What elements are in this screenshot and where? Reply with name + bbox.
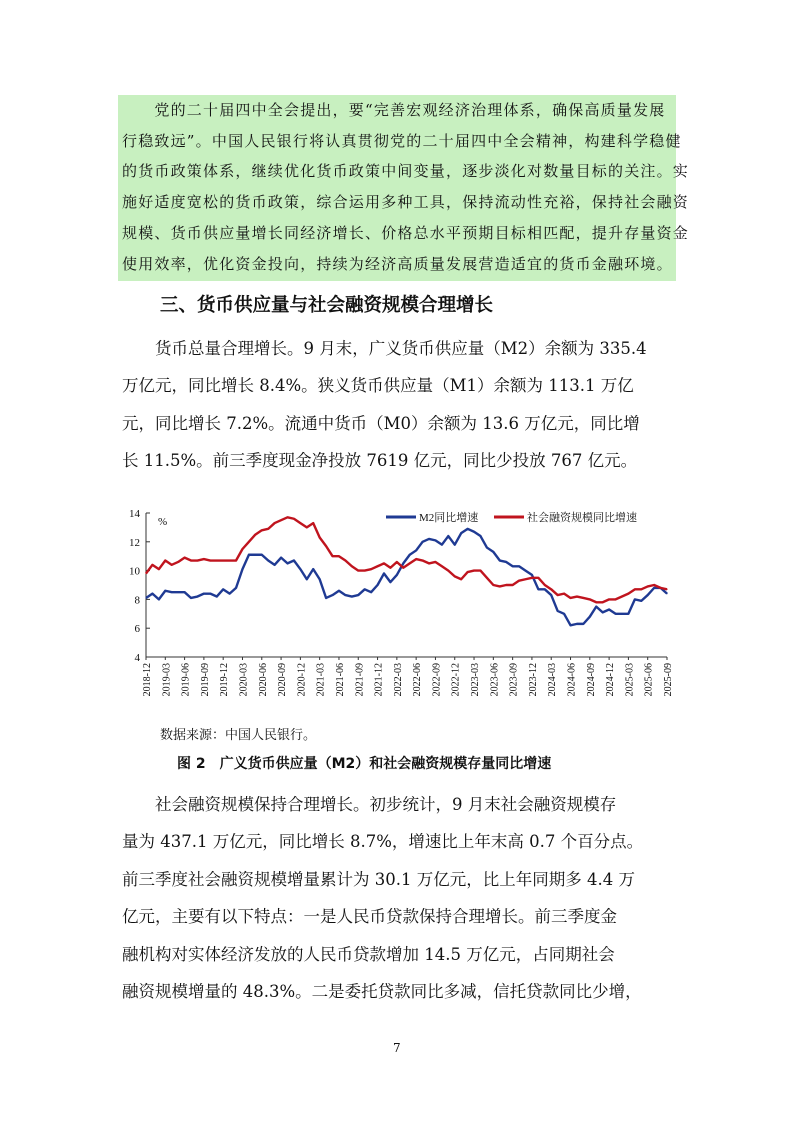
series-1-point [493,551,494,552]
series-2-point [467,571,468,572]
series-1-point [145,597,146,598]
series-2-point [190,560,191,561]
series-2-point [325,546,326,547]
series-2-point [338,556,339,557]
highlight-line: 施好适度宽松的货币政策，综合运用多种工具，保持流动性充裕，保持社会融资 [122,193,690,211]
series-2-point [557,594,558,595]
series-1-point [197,596,198,597]
series-2-point [609,599,610,600]
series-2-point [235,560,236,561]
series-1-point [235,587,236,588]
series-2-point [332,556,333,557]
series-1-point [647,594,648,595]
series-1-point [280,557,281,558]
series-2-point [493,584,494,585]
x-tick-label: 2020-03 [238,663,250,697]
x-tick-label: 2022-06 [412,663,424,697]
series-1-point [190,597,191,598]
series-1-point [454,544,455,545]
series-2-point [531,577,532,578]
series-1-point [306,579,307,580]
series-2-point [306,527,307,528]
series-2-point [300,522,301,523]
series-1-point [358,594,359,595]
series-1-point [351,596,352,597]
series-2-point [416,558,417,559]
series-1-point [557,610,558,611]
x-tick-label: 2025-03 [624,663,636,697]
series-1-point [178,592,179,593]
series-2-point [486,577,487,578]
chart-svg [118,503,688,713]
x-tick-label: 2023-09 [508,663,520,697]
series-1-point [287,563,288,564]
series-1-point [512,566,513,567]
series-1-point [596,606,597,607]
paragraph-line: 长 11.5%。前三季度现金净投放 7619 亿元，同比少投放 767 亿元。 [122,451,638,470]
series-2-point [660,587,661,588]
series-2-point [165,560,166,561]
highlight-line: 规模、货币供应量增长同经济增长、价格总水平预期目标相匹配，提升存量资金 [122,224,690,242]
x-tick-label: 2020-09 [277,663,289,697]
series-1-point [480,535,481,536]
series-2-point [435,561,436,562]
line-chart [118,503,688,713]
series-1-point [570,625,571,626]
series-1-point [641,600,642,601]
paragraph-line: 社会融资规模保持合理增长。初步统计，9 月末社会融资规模存 [122,795,617,814]
series-1-point [634,599,635,600]
series-2-point [589,599,590,600]
series-1-point [441,544,442,545]
y-tick-label: 8 [134,594,140,607]
series-1-point [409,554,410,555]
x-tick-label: 2021-12 [373,663,385,697]
series-2-point [184,557,185,558]
paragraph-line: 亿元，主要有以下特点：一是人民币贷款保持合理增长。前三季度金 [122,907,617,926]
y-tick-label: 4 [134,652,140,664]
series-1-point [602,612,603,613]
series-1-point [403,563,404,564]
series-1-point [184,592,185,593]
series-1-point [210,593,211,594]
series-1-point [345,594,346,595]
y-tick-label: 14 [129,508,140,520]
series-1-point [171,592,172,593]
series-2-point [145,573,146,574]
series-1-point [544,589,545,590]
x-tick-label: 2019-12 [219,663,231,697]
series-1-point [654,587,655,588]
series-2-point [563,593,564,594]
series-1-point [229,593,230,594]
series-1-point [319,579,320,580]
series-1-point [499,560,500,561]
x-tick-label: 2019-09 [199,663,211,697]
series-2-point [480,570,481,571]
series-2-point [248,541,249,542]
series-2-point [428,563,429,564]
series-2-point [319,537,320,538]
series-1-point [422,541,423,542]
series-2-point [461,579,462,580]
series-2-point [287,517,288,518]
series-1-point [371,592,372,593]
x-tick-label: 2023-03 [470,663,482,697]
series-1-point [338,590,339,591]
x-tick-label: 2024-12 [605,663,617,697]
paragraph-line: 量为 437.1 万亿元，同比增长 8.7%，增速比上年末高 0.7 个百分点。 [122,832,644,851]
series-2-point [596,602,597,603]
series-2-point [403,567,404,568]
series-1-point [525,570,526,571]
series-2-point [274,522,275,523]
paragraph-line: 前三季度社会融资规模增量累计为 30.1 万亿元，比上年同期多 4.4 万 [122,870,635,889]
series-2-point [261,530,262,531]
paragraph-line: 万亿元，同比增长 8.4%。狭义货币供应量（M1）余额为 113.1 万亿 [122,376,634,395]
series-1-point [461,533,462,534]
series-1-point [666,593,667,594]
series-2-point [647,586,648,587]
series-1-point [268,560,269,561]
series-2-point [293,518,294,519]
series-1-point [576,623,577,624]
series-2-point [499,586,500,587]
x-tick-label: 2019-03 [161,663,173,697]
series-1-point [390,582,391,583]
series-1-point [261,554,262,555]
series-1-point [486,547,487,548]
series-2-point [518,580,519,581]
series-2-point [621,596,622,597]
series-2-point [280,520,281,521]
series-2-point [473,570,474,571]
series-1-point [203,593,204,594]
x-tick-label: 2022-03 [392,663,404,697]
series-1-point [165,590,166,591]
series-1-point [242,569,243,570]
series-1-point [300,569,301,570]
x-tick-label: 2024-03 [547,663,559,697]
series-2-point [371,569,372,570]
series-2-point [390,567,391,568]
series-2-point [158,569,159,570]
highlight-line: 使用效率，优化资金投向，持续为经济高质量发展营造适宜的货币金融环境。 [122,255,673,273]
x-tick-label: 2019-06 [180,663,192,697]
x-tick-label: 2024-09 [585,663,597,697]
x-tick-label: 2021-09 [354,663,366,697]
series-2-point [525,579,526,580]
series-2-point [551,589,552,590]
series-2-point [345,560,346,561]
series-1-point [589,616,590,617]
series-1-point [609,609,610,610]
series-1-point [473,531,474,532]
series-2-point [197,560,198,561]
paragraph-line: 融机构对实体经济发放的人民币贷款增加 14.5 万亿元，占同期社会 [122,945,615,964]
highlight-line: 行稳致远”。中国人民银行将认真贯彻党的二十届四中全会精神，构建科学稳健 [122,132,682,150]
x-tick-label: 2025-09 [663,663,674,697]
series-2-point [422,560,423,561]
series-1-point [364,589,365,590]
x-tick-label: 2023-12 [527,663,539,697]
series-2-point [171,564,172,565]
series-1-point [325,597,326,598]
legend-label-1: M2同比增速 [419,512,479,524]
series-1-point [467,528,468,529]
series-2-point [576,596,577,597]
series-1-point [435,540,436,541]
series-2-point [448,570,449,571]
x-tick-label: 2021-06 [334,663,346,697]
series-2-point [409,563,410,564]
section-heading: 三、货币供应量与社会融资规模合理增长 [160,295,494,316]
highlight-line: 党的二十届四中全会提出，要“完善宏观经济治理体系，确保高质量发展 [122,101,666,119]
series-1-point [416,550,417,551]
series-2-point [210,560,211,561]
paragraph-line: 元，同比增长 7.2%。流通中货币（M0）余额为 13.6 万亿元，同比增 [122,414,640,433]
y-tick-label: 10 [129,565,140,578]
series-2-point [351,566,352,567]
x-tick-label: 2022-12 [450,663,462,697]
series-2-point [216,560,217,561]
series-2-point [641,589,642,590]
series-2-point [203,558,204,559]
series-2-point [313,522,314,523]
series-2-point [634,589,635,590]
series-2-point [538,577,539,578]
series-1-point [383,573,384,574]
series-1-point [615,613,616,614]
figure-caption: 图 2 广义货币供应量（M2）和社会融资规模存量同比增速 [177,756,552,772]
series-2-point [628,593,629,594]
series-1-point [377,584,378,585]
x-tick-label: 2023-06 [489,663,501,697]
series-2-point [512,584,513,585]
series-2-point [506,584,507,585]
paragraph-line: 货币总量合理增长。9 月末，广义货币供应量（M2）余额为 335.4 [122,339,647,358]
x-tick-label: 2020-06 [257,663,269,697]
paragraph-line: 融资规模增量的 48.3%。二是委托贷款同比多减，信托贷款同比少增， [122,982,642,1001]
series-2-point [358,570,359,571]
series-2-point [178,561,179,562]
series-1-point [448,535,449,536]
series-2-point [152,564,153,565]
series-2-point [615,599,616,600]
x-tick-label: 2020-12 [296,663,308,697]
x-tick-label: 2025-06 [643,663,655,697]
y-tick-label: 6 [134,623,140,636]
series-line-1 [146,529,667,625]
series-1-point [216,596,217,597]
series-2-point [602,602,603,603]
series-1-point [428,538,429,539]
series-1-point [158,599,159,600]
series-2-point [268,528,269,529]
series-1-point [583,623,584,624]
x-tick-label: 2022-09 [431,663,443,697]
series-2-point [229,560,230,561]
series-1-point [274,564,275,565]
x-tick-label: 2018-12 [142,663,153,697]
series-2-point [570,597,571,598]
highlight-line: 的货币政策体系，继续优化货币政策中间变量，逐步淡化对数量目标的关注。实 [122,162,690,180]
series-2-point [377,566,378,567]
series-1-point [332,594,333,595]
series-1-point [255,554,256,555]
series-2-point [666,589,667,590]
series-2-point [255,534,256,535]
y-axis-unit: % [158,516,168,528]
y-tick-label: 12 [129,536,140,549]
series-2-point [242,548,243,549]
x-tick-label: 2024-06 [566,663,578,697]
series-1-point [396,574,397,575]
series-2-point [454,576,455,577]
page-number: 7 [393,1041,401,1055]
series-2-point [396,561,397,562]
series-1-point [538,589,539,590]
series-1-point [563,613,564,614]
data-source-note: 数据来源：中国人民银行。 [160,728,317,743]
series-2-point [654,584,655,585]
legend-label-2: 社会融资规模同比增速 [527,512,637,524]
series-2-point [364,570,365,571]
series-2-point [383,563,384,564]
series-1-point [621,613,622,614]
series-2-point [223,560,224,561]
series-2-point [583,597,584,598]
series-1-point [293,560,294,561]
x-tick-label: 2021-03 [315,663,327,697]
series-1-point [531,574,532,575]
series-1-point [152,593,153,594]
series-1-point [551,594,552,595]
series-2-point [441,566,442,567]
series-1-point [506,561,507,562]
series-1-point [248,554,249,555]
series-1-point [628,613,629,614]
series-1-point [223,589,224,590]
series-2-point [544,584,545,585]
series-1-point [518,566,519,567]
series-1-point [313,569,314,570]
